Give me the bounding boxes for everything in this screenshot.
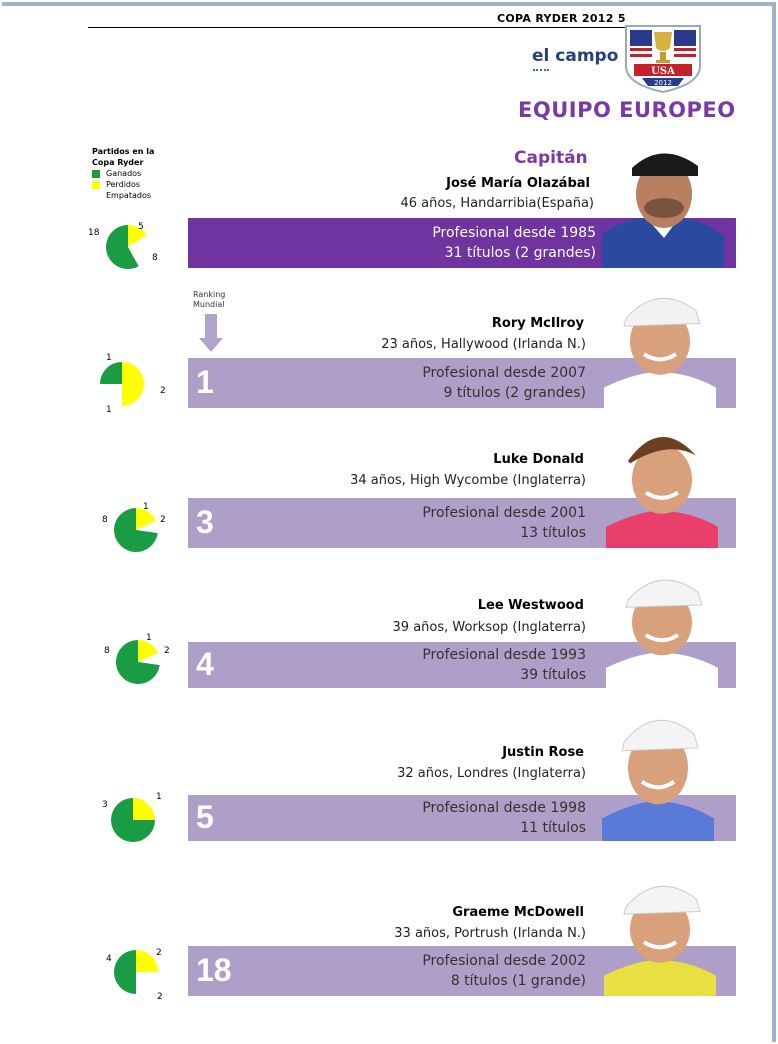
- pie-legend: [92, 146, 172, 201]
- pie-player: [114, 638, 162, 686]
- player-photo: [598, 562, 724, 688]
- player-titles: 13 títulos: [520, 525, 586, 541]
- legend-item-lost: Perdidos: [92, 179, 172, 190]
- player-photo: [594, 700, 720, 841]
- pie-label-won: 8: [104, 646, 110, 656]
- pie-label-won: 3: [102, 800, 108, 810]
- pie-label-won: 18: [88, 228, 100, 238]
- pie-label-halved: 1: [143, 502, 149, 512]
- world-ranking-number: 18: [196, 952, 232, 988]
- player-name: Graeme McDowell: [452, 905, 584, 920]
- legend-swatch-lost: [92, 181, 100, 189]
- pie-slice-lost: [136, 950, 158, 972]
- player-name: Lee Westwood: [477, 598, 584, 613]
- legend-item-halved: Empatados: [92, 190, 172, 201]
- pie-slice-lost: [122, 362, 144, 406]
- captain-info: 46 años, Handarribia(España): [400, 196, 594, 211]
- player-info: 39 años, Worksop (Inglaterra): [392, 620, 586, 635]
- captain-pro-since: Profesional desde 1985: [432, 225, 596, 241]
- pie-label-lost: 2: [164, 646, 170, 656]
- captain-label: Capitán: [514, 148, 588, 168]
- brand-underline: [533, 66, 549, 71]
- player-pro-since: Profesional desde 1993: [422, 647, 586, 663]
- captain-name: José María Olazábal: [446, 176, 590, 191]
- player-pro-since: Profesional desde 1998: [422, 800, 586, 816]
- player-info: 34 años, High Wycombe (Inglaterra): [350, 473, 586, 488]
- pie-label-lost: 2: [160, 515, 166, 525]
- ryder-cup-logo: [620, 22, 706, 94]
- pie-label-lost: 2: [156, 948, 162, 958]
- pie-label-won: 1: [106, 353, 112, 363]
- ranking-arrow-icon: [199, 314, 223, 354]
- player-titles: 11 títulos: [520, 820, 586, 836]
- pie-slice-won: [100, 362, 122, 384]
- captain-photo: [602, 138, 724, 268]
- legend-swatch-halved: [92, 192, 100, 200]
- pie-slice-won: [114, 950, 136, 994]
- player-name: Justin Rose: [502, 745, 584, 760]
- header-title: COPA RYDER 2012 5: [497, 12, 626, 25]
- brand-logo-text: el campo: [532, 46, 619, 66]
- logo-usa-text: USA: [651, 66, 675, 77]
- player-photo: [596, 868, 722, 996]
- pie-captain: [104, 223, 152, 271]
- pie-slice-lost: [133, 798, 155, 820]
- player-name: Rory McIlroy: [491, 316, 584, 331]
- legend-item-won: Ganados: [92, 168, 172, 179]
- player-pro-since: Profesional desde 2002: [422, 953, 586, 969]
- player-info: 23 años, Hallywood (Irlanda N.): [381, 337, 586, 352]
- pie-label-won: 8: [102, 515, 108, 525]
- player-info: 33 años, Portrush (Irlanda N.): [394, 926, 586, 941]
- logo-year-text: 2012: [654, 79, 672, 87]
- pie-player: [98, 360, 146, 408]
- pie-label-halved: 1: [146, 633, 152, 643]
- world-ranking-number: 3: [196, 504, 214, 540]
- page-frame-top: [2, 2, 774, 6]
- section-title: EQUIPO EUROPEO: [518, 98, 736, 122]
- pie-label-halved: 8: [152, 253, 158, 263]
- pie-label-lost: 1: [156, 792, 162, 802]
- captain-titles: 31 títulos (2 grandes): [444, 245, 596, 261]
- pie-label-lost: 2: [160, 386, 166, 396]
- legend-swatch-won: [92, 170, 100, 178]
- page-frame-right: [772, 2, 776, 1042]
- pie-label-lost: 5: [138, 222, 144, 232]
- pie-label-won: 4: [106, 954, 112, 964]
- world-ranking-number: 5: [196, 799, 214, 835]
- pie-slice-halved: [100, 384, 122, 406]
- legend-title: Partidos en la Copa Ryder: [92, 147, 155, 167]
- player-titles: 39 títulos: [520, 667, 586, 683]
- ranking-hint: Ranking Mundial: [193, 290, 226, 309]
- player-photo: [598, 416, 724, 548]
- pie-player: [112, 506, 160, 554]
- player-pro-since: Profesional desde 2001: [422, 505, 586, 521]
- player-titles: 9 títulos (2 grandes): [443, 385, 586, 401]
- header-rule: [88, 27, 628, 28]
- pie-label-halved: 1: [106, 405, 112, 415]
- player-info: 32 años, Londres (Inglaterra): [397, 766, 586, 781]
- pie-player: [109, 796, 157, 844]
- world-ranking-number: 4: [196, 646, 214, 682]
- player-name: Luke Donald: [493, 452, 584, 467]
- player-pro-since: Profesional desde 2007: [422, 365, 586, 381]
- pie-label-halved: 2: [157, 992, 163, 1002]
- pie-player: [112, 948, 160, 996]
- pie-slice-halved: [136, 972, 158, 994]
- world-ranking-number: 1: [196, 364, 214, 400]
- player-photo: [596, 280, 722, 408]
- player-titles: 8 títulos (1 grande): [450, 973, 586, 989]
